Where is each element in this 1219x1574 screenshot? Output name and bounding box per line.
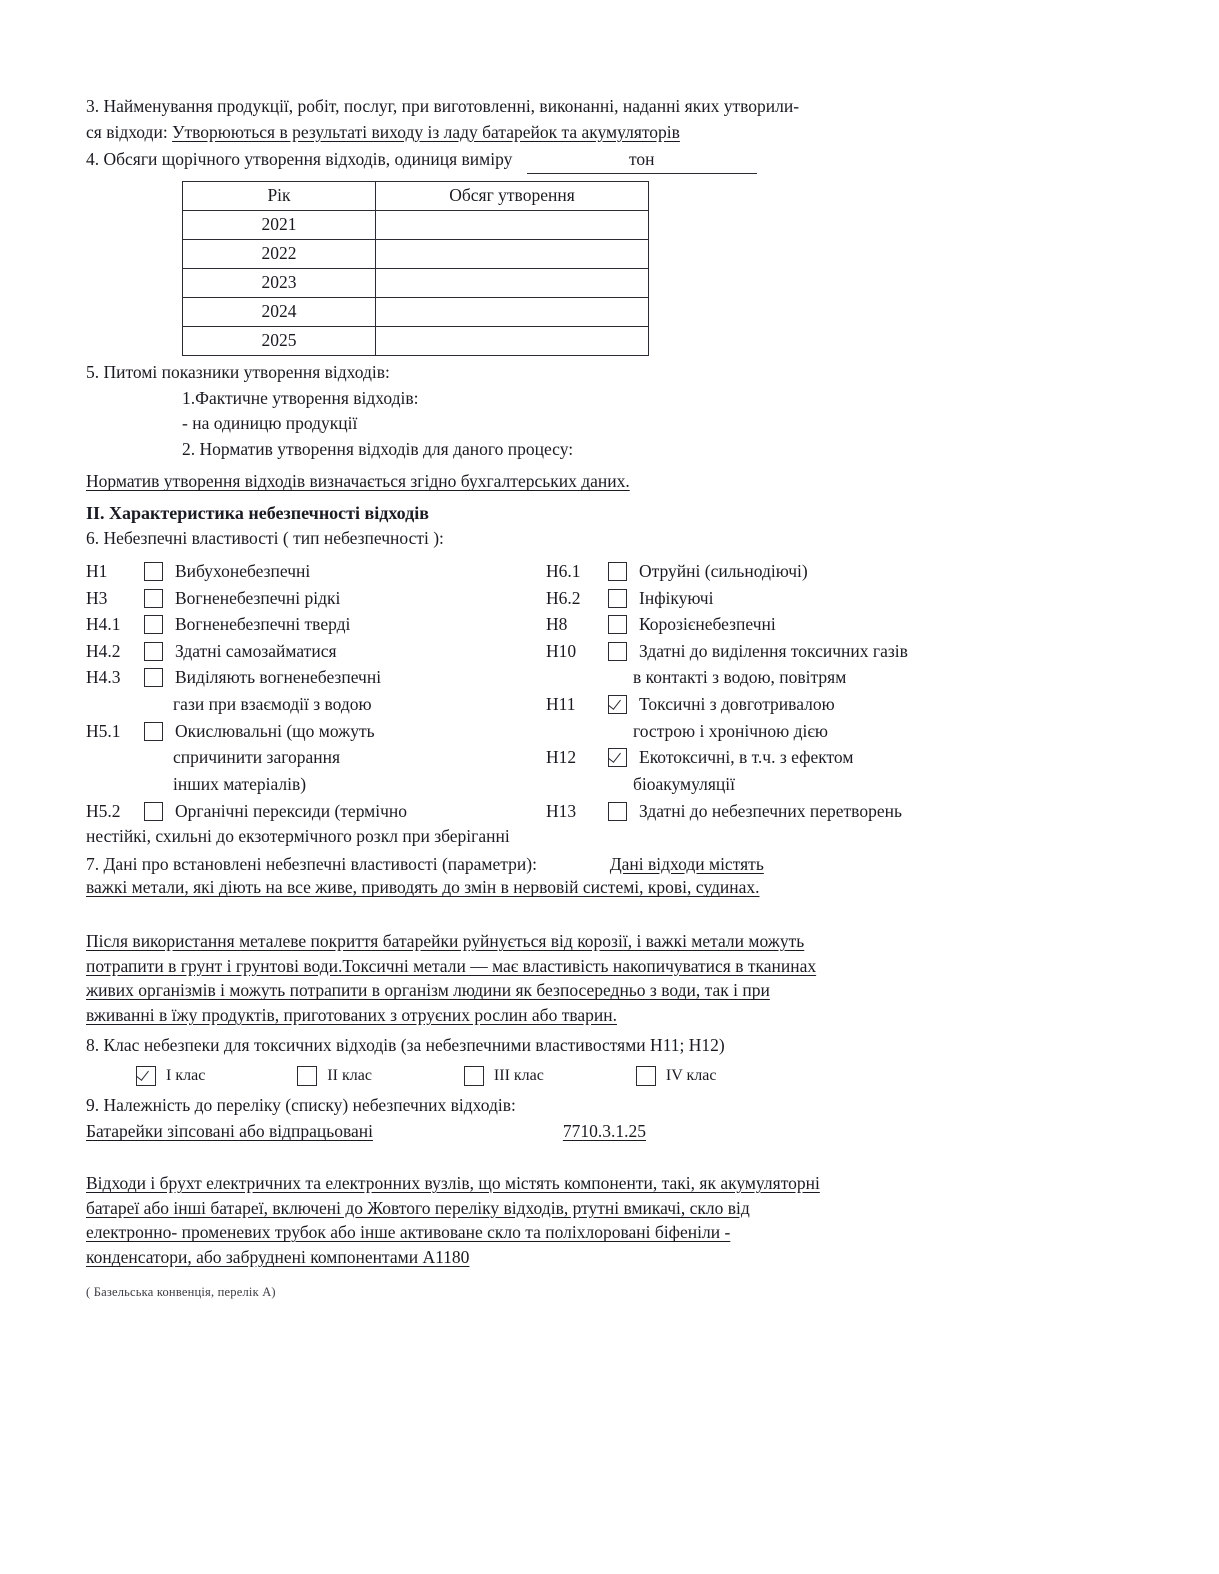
- cell-volume[interactable]: [376, 297, 649, 326]
- cell-volume[interactable]: [376, 326, 649, 355]
- hazard-class-label: III клас: [493, 1067, 544, 1085]
- cell-year: 2023: [183, 268, 376, 297]
- section-9-entry[interactable]: [86, 1120, 646, 1144]
- section-5: [86, 361, 1136, 494]
- hazard-continuation-h5-1-b: [86, 772, 546, 797]
- document-body: [86, 95, 1136, 1300]
- section-7-paragraph: [86, 930, 1136, 1028]
- hazard-class-option-4[interactable]: [636, 1065, 717, 1087]
- cell-year: 2024: [183, 297, 376, 326]
- hazard-row: [86, 799, 1086, 824]
- hazard-label: Токсичні з довготривалою: [639, 694, 835, 715]
- section-3: [86, 95, 1136, 144]
- section-7-value-line-2[interactable]: важкі метали, які діють на все живе, приводять до змін в нервовій системі, крові, судинах.: [86, 877, 760, 898]
- hazard-label-continuation: спричинити загорання: [173, 747, 341, 768]
- hazard-label-continuation: гострою і хронічною дією: [633, 720, 828, 741]
- hazard-row: [86, 772, 1086, 797]
- cell-volume[interactable]: [376, 268, 649, 297]
- hazard-code: H13: [546, 800, 577, 821]
- checkbox-h13[interactable]: [608, 802, 627, 821]
- checkbox-h1[interactable]: [144, 562, 163, 581]
- hazard-code: H11: [546, 694, 576, 715]
- hazard-continuation-h11: [546, 719, 1066, 744]
- hazard-row: [86, 719, 1086, 744]
- checkbox-h6-1[interactable]: [608, 562, 627, 581]
- hazard-item-h8[interactable]: [546, 612, 1066, 637]
- paragraph-line: живих організмів і можуть потрапити в організм людини як безпосередньо з води, так і при: [86, 980, 770, 1001]
- hazard-class-options: [136, 1065, 1136, 1087]
- hazard-label: Вогненебезпечні тверді: [175, 614, 351, 635]
- hazard-item-h11[interactable]: [546, 692, 1066, 717]
- hazard-row: [86, 612, 1086, 637]
- hazard-class-option-3[interactable]: [464, 1065, 544, 1087]
- section-9-footnote: ( Базельська конвенція, перелік А): [86, 1284, 276, 1299]
- hazard-label: Інфікуючі: [639, 587, 714, 608]
- checkbox-h12[interactable]: [608, 748, 627, 767]
- hazard-code: H12: [546, 747, 577, 768]
- description-line: електронно- променевих трубок або інше активоване скло та поліхлоровані біфеніли -: [86, 1222, 731, 1243]
- hazard-row: [86, 559, 1086, 584]
- table-row: [183, 297, 649, 326]
- hazard-label: Органічні перексиди (термічно: [175, 800, 408, 821]
- section-9-description: [86, 1172, 1136, 1270]
- section-4-label: 4. Обсяги щорічного утворення відходів, одиниця виміру: [86, 149, 513, 170]
- paragraph-line: потрапити в грунт і грунтові води.Токсичні метали — має властивість накопичуватися в тканинах: [86, 955, 817, 976]
- waste-code-value: 7710.3.1.25: [562, 1121, 646, 1142]
- section-5-item-3: 2. Норматив утворення відходів для даного процесу:: [182, 438, 574, 459]
- section-7: [86, 853, 1136, 900]
- hazard-label-continuation: біоакумуляції: [633, 773, 735, 794]
- hazard-item-h13[interactable]: [546, 799, 1066, 824]
- description-line: батареї або інші батареї, включені до Жовтого переліку відходів, ртутні вмикачі, скло від: [86, 1197, 750, 1218]
- cell-volume[interactable]: [376, 210, 649, 239]
- cell-volume[interactable]: [376, 239, 649, 268]
- hazard-label: Екотоксичні, в т.ч. з ефектом: [639, 747, 854, 768]
- hazard-item-h5-1[interactable]: [86, 719, 546, 744]
- hazard-code: H5.1: [86, 720, 121, 741]
- checkbox-h10[interactable]: [608, 642, 627, 661]
- hazard-class-option-1[interactable]: [136, 1065, 205, 1087]
- hazard-row: [86, 745, 1086, 770]
- section-7-label: 7. Дані про встановлені небезпечні властивості (параметри):: [86, 853, 537, 874]
- column-header-volume: Обсяг утворення: [376, 181, 649, 210]
- hazard-label: Виділяють вогненебезпечні: [175, 667, 382, 688]
- checkbox-h11[interactable]: [608, 695, 627, 714]
- hazard-item-h6-2[interactable]: [546, 586, 1066, 611]
- hazard-code: H4.3: [86, 667, 121, 688]
- table-row: [183, 326, 649, 355]
- hazard-item-h1[interactable]: [86, 559, 546, 584]
- hazard-label: Здатні до виділення токсичних газів: [639, 640, 908, 661]
- hazard-properties-grid: [86, 559, 1086, 849]
- hazard-label: Вибухонебезпечні: [175, 560, 311, 581]
- checkbox-h3[interactable]: [144, 589, 163, 608]
- hazard-code: H4.2: [86, 640, 121, 661]
- section-heading-II: ІІ. Характеристика небезпечності відходів: [86, 503, 429, 523]
- unit-of-measure-field[interactable]: [527, 148, 757, 174]
- hazard-class-label: IV клас: [665, 1067, 717, 1085]
- hazard-left-tail: нестійкі, схильні до екзотермічного розкл при зберіганні: [86, 826, 510, 847]
- section-3-line-2: [86, 121, 1136, 145]
- checkbox-h4-3[interactable]: [144, 668, 163, 687]
- hazard-code: H8: [546, 614, 568, 635]
- section-9-title: 9. Належність до переліку (списку) небезпечних відходів:: [86, 1094, 516, 1115]
- cell-year: 2021: [183, 210, 376, 239]
- hazard-class-option-2[interactable]: [297, 1065, 372, 1087]
- hazard-item-h4-2[interactable]: [86, 639, 546, 664]
- cell-year: 2025: [183, 326, 376, 355]
- hazard-class-label: II клас: [327, 1067, 372, 1085]
- checkbox-h5-1[interactable]: [144, 722, 163, 741]
- unit-of-measure-value: тон: [628, 149, 655, 170]
- hazard-label: Вогненебезпечні рідкі: [175, 587, 341, 608]
- hazard-code: H1: [86, 560, 108, 581]
- hazard-label-continuation: в контакті з водою, повітрям: [633, 667, 847, 688]
- section-3-value[interactable]: Утворюються в результаті виходу із ладу батарейок та акумуляторів: [172, 121, 680, 142]
- hazard-continuation-h10: [546, 665, 1066, 690]
- hazard-item-h4-1[interactable]: [86, 612, 546, 637]
- annual-volume-table: [182, 181, 649, 356]
- checkbox-h4-2[interactable]: [144, 642, 163, 661]
- hazard-label-continuation: гази при взаємодії з водою: [173, 694, 372, 715]
- hazard-continuation-h5-1: [86, 745, 546, 770]
- hazard-label-continuation: інших матеріалів): [173, 773, 307, 794]
- hazard-label: Отруйні (сильнодіючі): [639, 560, 808, 581]
- waste-name-value: Батарейки зіпсовані або відпрацьовані: [86, 1121, 374, 1142]
- section-7-line-1: [86, 853, 1136, 877]
- cell-year: 2022: [183, 239, 376, 268]
- checkbox-h4-1[interactable]: [144, 615, 163, 634]
- section-8: [86, 1034, 1136, 1087]
- hazard-label: Здатні самозайматися: [175, 640, 337, 661]
- hazard-code: H3: [86, 587, 108, 608]
- checkbox-class-3[interactable]: [464, 1066, 484, 1086]
- section-5-title: 5. Питомі показники утворення відходів:: [86, 361, 390, 382]
- section-8-title: 8. Клас небезпеки для токсичних відходів (за небезпечними властивостями Н11; Н12): [86, 1034, 725, 1055]
- hazard-row: [86, 665, 1086, 690]
- table-row: [183, 239, 649, 268]
- hazard-code: H6.2: [546, 587, 581, 608]
- section-5-norm-value[interactable]: Норматив утворення відходів визначається згідно бухгалтерських даних.: [86, 471, 630, 492]
- section-5-item-1: 1.Фактичне утворення відходів:: [182, 387, 419, 408]
- checkbox-h6-2[interactable]: [608, 589, 627, 608]
- hazard-item-h10[interactable]: [546, 639, 1066, 664]
- table-row: [183, 268, 649, 297]
- hazard-label: Корозієнебезпечні: [639, 614, 776, 635]
- description-line: Відходи і брухт електричних та електронних вузлів, що містять компоненти, такі, як акумуляторні: [86, 1173, 820, 1194]
- hazard-item-h6-1[interactable]: [546, 559, 1066, 584]
- hazard-row: [86, 692, 1086, 717]
- section-3-line-1: 3. Найменування продукції, робіт, послуг, при виготовленні, виконанні, наданні яких утворили-: [86, 96, 800, 116]
- hazard-label: Окислювальні (що можуть: [175, 720, 375, 741]
- section-7-value-line-1[interactable]: Дані відходи містять: [609, 853, 764, 874]
- section-6-title: 6. Небезпечні властивості ( тип небезпечності ):: [86, 528, 444, 549]
- hazard-item-h12[interactable]: [546, 745, 1066, 770]
- table-header-row: [183, 181, 649, 210]
- column-header-year: Рік: [183, 181, 376, 210]
- section-3-prefix: ся відходи:: [86, 121, 168, 142]
- description-line: конденсатори, або забруднені компонентами А1180: [86, 1246, 470, 1267]
- section-5-item-2: - на одиницю продукції: [182, 413, 358, 434]
- hazard-row: [86, 586, 1086, 611]
- hazard-code: H10: [546, 640, 577, 661]
- checkbox-h5-2[interactable]: [144, 802, 163, 821]
- checkbox-class-2[interactable]: [297, 1066, 317, 1086]
- hazard-code: H5.2: [86, 800, 121, 821]
- hazard-row: [86, 639, 1086, 664]
- hazard-item-h4-3[interactable]: [86, 665, 546, 690]
- table-row: [183, 210, 649, 239]
- checkbox-h8[interactable]: [608, 615, 627, 634]
- hazard-item-h5-2[interactable]: [86, 799, 546, 824]
- hazard-code: H4.1: [86, 614, 121, 635]
- paragraph-line: Після використання металеве покриття батарейки руйнується від корозії, і важкі метали можуть: [86, 931, 805, 952]
- hazard-continuation-h12: [546, 772, 1066, 797]
- hazard-item-h3[interactable]: [86, 586, 546, 611]
- paragraph-line: вживанні в їжу продуктів, приготованих з отруєних рослин або тварин.: [86, 1004, 618, 1025]
- section-4: [86, 148, 1136, 174]
- hazard-continuation-h4-3: [86, 692, 546, 717]
- hazard-label: Здатні до небезпечних перетворень: [639, 800, 902, 821]
- hazard-code: H6.1: [546, 560, 581, 581]
- section-9: [86, 1094, 1136, 1301]
- hazard-class-label: I клас: [166, 1067, 206, 1085]
- checkbox-class-4[interactable]: [636, 1066, 656, 1086]
- checkbox-class-1[interactable]: [136, 1066, 156, 1086]
